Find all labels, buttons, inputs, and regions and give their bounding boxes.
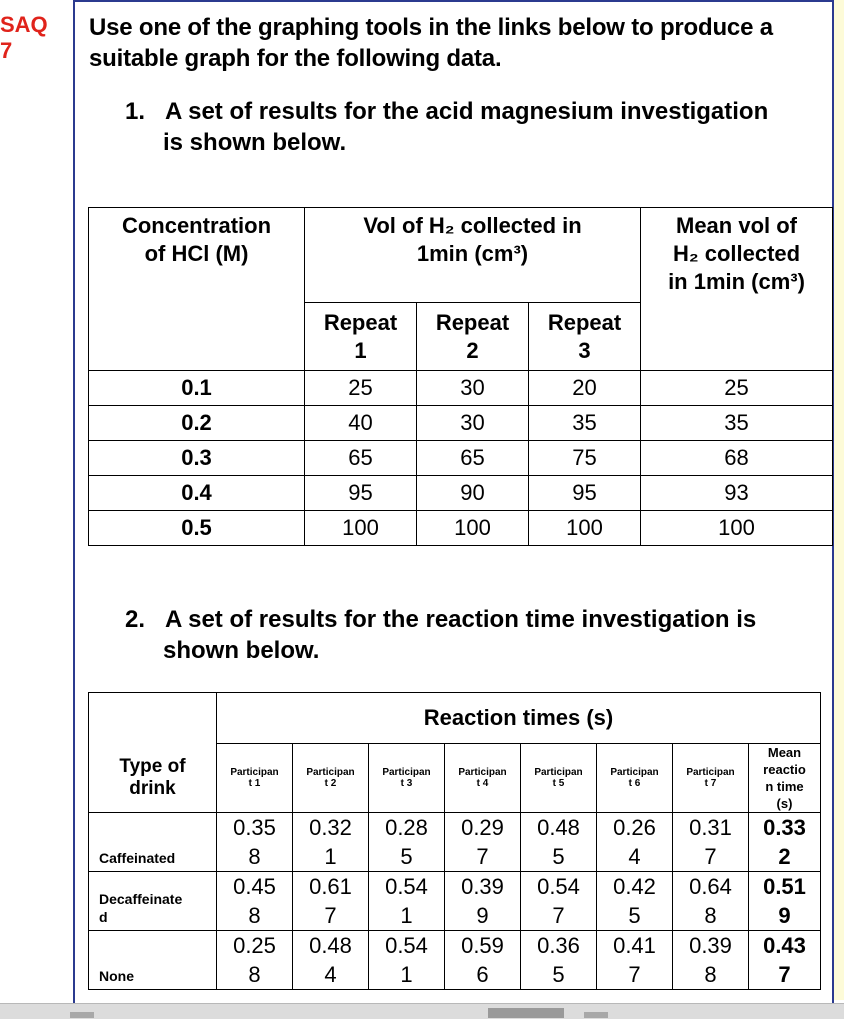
horizontal-scrollbar[interactable] <box>0 1003 844 1019</box>
header-participant-1: Participan t 1 <box>217 744 293 813</box>
header-mean-volume: Mean vol of H₂ collected in 1min (cm³) <box>641 208 833 303</box>
page-margin-strip <box>834 0 844 1000</box>
table-row: 0.5 100 100 100 100 <box>89 511 833 546</box>
question-1: 1. A set of results for the acid magnesium investigation is shown below. <box>125 98 769 156</box>
drink-none: None <box>89 931 217 990</box>
table-row: 0.4 95 90 95 93 <box>89 476 833 511</box>
header-repeat-3: Repeat 3 <box>529 303 641 371</box>
header-mean-reaction-time: Mean reactio n time (s) <box>749 744 821 813</box>
question-2: 2. A set of results for the reaction time investigation is shown below. <box>125 606 757 664</box>
intro-text: Use one of the graphing tools in the links below to produce a suitable graph for the following data. <box>89 14 773 72</box>
header-participant-7: Participan t 7 <box>673 744 749 813</box>
header-repeat-1: Repeat 1 <box>305 303 417 371</box>
table-row: Caffeinated 0.35 8 0.32 1 0.28 5 0.29 7 0.48 5 0.26 4 0.31 7 0.33 2 <box>89 813 821 872</box>
drink-decaffeinated: Decaffeinate d <box>89 872 217 931</box>
header-participant-5: Participan t 5 <box>521 744 597 813</box>
header-participant-2: Participan t 2 <box>293 744 369 813</box>
mean-decaffeinated: 0.51 9 <box>749 872 821 931</box>
reaction-time-table <box>88 692 821 990</box>
acid-magnesium-table <box>88 207 833 546</box>
table-row: None 0.25 8 0.48 4 0.54 1 0.59 6 0.36 5 0.41 7 0.39 8 0.43 7 <box>89 931 821 990</box>
scroll-marker <box>70 1012 94 1018</box>
top-divider <box>73 0 834 2</box>
header-volume: Vol of H₂ collected in 1min (cm³) <box>305 208 641 303</box>
header-participant-4: Participan t 4 <box>445 744 521 813</box>
mean-none: 0.43 7 <box>749 931 821 990</box>
table-row: 0.2 40 30 35 35 <box>89 406 833 441</box>
table-row: 0.1 25 30 20 25 <box>89 371 833 406</box>
header-participant-3: Participan t 3 <box>369 744 445 813</box>
reaction-times-title: Reaction times (s) <box>217 693 821 744</box>
drink-caffeinated: Caffeinated <box>89 813 217 872</box>
saq-label: SAQ 7 <box>0 12 48 63</box>
mean-caffeinated: 0.33 2 <box>749 813 821 872</box>
header-repeat-2: Repeat 2 <box>417 303 529 371</box>
table-row: Decaffeinate d 0.45 8 0.61 7 0.54 1 0.39 9 0.54 7 0.42 5 0.64 8 0.51 9 <box>89 872 821 931</box>
header-type-of-drink: Type of drink <box>89 744 217 813</box>
table-row: 0.3 65 65 75 68 <box>89 441 833 476</box>
scroll-marker <box>584 1012 608 1018</box>
header-concentration: Concentration of HCl (M) <box>89 208 305 303</box>
header-participant-6: Participan t 6 <box>597 744 673 813</box>
scrollbar-thumb[interactable] <box>488 1008 564 1018</box>
left-divider <box>73 0 75 1003</box>
